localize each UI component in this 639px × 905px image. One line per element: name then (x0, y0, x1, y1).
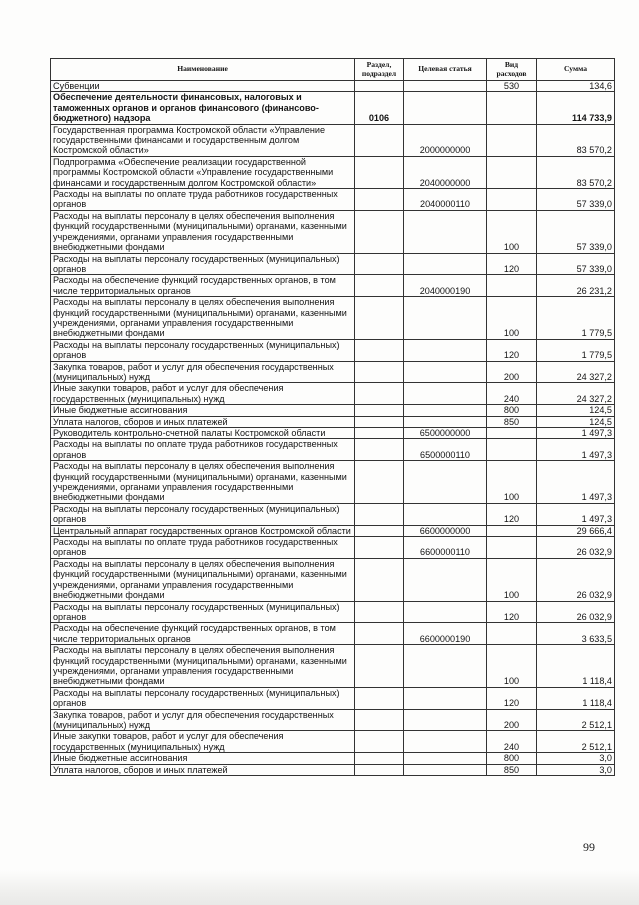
row-section (355, 81, 404, 92)
row-sum: 24 327,2 (537, 361, 615, 383)
row-section (355, 525, 404, 536)
row-target (404, 645, 487, 688)
table-row (51, 156, 615, 188)
row-target (404, 709, 487, 731)
row-exp-type (487, 623, 537, 645)
row-exp-type (487, 189, 537, 211)
row-exp-type: 100 (487, 558, 537, 601)
row-name: Иные закупки товаров, работ и услуг для обеспечения государственных (муниципальных) нужд (51, 383, 355, 405)
row-section (355, 405, 404, 416)
row-name: Расходы на выплаты персоналу в целях обеспечения выполнения функций государственными (муниципальными) органами, казенными учреждениями, органами управления государственными внебюджетными фондами (51, 297, 355, 340)
row-section (355, 753, 404, 764)
table-row (51, 416, 615, 427)
table-row (51, 405, 615, 416)
row-target (404, 764, 487, 775)
table-row (51, 361, 615, 383)
row-sum: 83 570,2 (537, 124, 615, 156)
row-exp-type: 850 (487, 764, 537, 775)
row-sum: 1 497,3 (537, 503, 615, 525)
row-exp-type (487, 428, 537, 439)
row-section (355, 461, 404, 504)
table-row (51, 210, 615, 253)
row-target: 6500000000 (404, 428, 487, 439)
row-name: Центральный аппарат государственных органов Костромской области (51, 525, 355, 536)
row-name: Расходы на выплаты персоналу в целях обеспечения выполнения функций государственными (муниципальными) органами, казенными учреждениями, органами управления государственными внебюджетными фондами (51, 558, 355, 601)
row-sum: 26 032,9 (537, 558, 615, 601)
row-sum: 83 570,2 (537, 156, 615, 188)
row-exp-type: 200 (487, 361, 537, 383)
row-exp-type: 200 (487, 709, 537, 731)
row-target (404, 687, 487, 709)
row-exp-type (487, 525, 537, 536)
row-sum: 3,0 (537, 753, 615, 764)
row-name: Расходы на выплаты персоналу государственных (муниципальных) органов (51, 503, 355, 525)
row-target: 2000000000 (404, 124, 487, 156)
header-target: Целевая статья (404, 59, 487, 81)
row-name: Подпрограмма «Обеспечение реализации государственной программы Костромской области «Управление государственными финансами и государственным долгом Костромской области» (51, 156, 355, 188)
row-target (404, 81, 487, 92)
row-target: 2040000190 (404, 275, 487, 297)
table-body (51, 81, 615, 776)
table-row (51, 124, 615, 156)
row-exp-type: 800 (487, 753, 537, 764)
table-row (51, 623, 615, 645)
row-sum: 124,5 (537, 405, 615, 416)
budget-table (50, 58, 615, 776)
row-sum: 1 118,4 (537, 645, 615, 688)
row-exp-type: 800 (487, 405, 537, 416)
row-name: Расходы на выплаты по оплате труда работников государственных органов (51, 189, 355, 211)
table-row (51, 383, 615, 405)
row-sum: 3,0 (537, 764, 615, 775)
row-target: 6600000000 (404, 525, 487, 536)
row-name: Расходы на выплаты персоналу в целях обеспечения выполнения функций государственными (муниципальными) органами, казенными учреждениями, органами управления государственными внебюджетными фондами (51, 645, 355, 688)
row-name: Расходы на выплаты персоналу государственных (муниципальных) органов (51, 253, 355, 275)
row-section (355, 210, 404, 253)
row-section (355, 503, 404, 525)
row-target (404, 416, 487, 427)
page-number: 99 (583, 840, 595, 854)
table-row (51, 439, 615, 461)
row-section (355, 428, 404, 439)
table-row (51, 645, 615, 688)
row-sum: 2 512,1 (537, 731, 615, 753)
table-row (51, 687, 615, 709)
row-section (355, 124, 404, 156)
row-exp-type: 120 (487, 503, 537, 525)
table-row (51, 753, 615, 764)
row-section (355, 416, 404, 427)
row-target: 6600000190 (404, 623, 487, 645)
row-target (404, 461, 487, 504)
row-name: Иные бюджетные ассигнования (51, 753, 355, 764)
row-target (404, 558, 487, 601)
row-sum: 26 231,2 (537, 275, 615, 297)
row-name: Расходы на обеспечение функций государственных органов, в том числе территориальных органов (51, 623, 355, 645)
row-name: Государственная программа Костромской области «Управление государственными финансами и государственным долгом Костромской области» (51, 124, 355, 156)
table-row (51, 189, 615, 211)
row-exp-type (487, 156, 537, 188)
row-name: Субвенции (51, 81, 355, 92)
row-sum: 26 032,9 (537, 537, 615, 559)
row-exp-type (487, 92, 537, 124)
row-target (404, 92, 487, 124)
row-section (355, 361, 404, 383)
table-row (51, 525, 615, 536)
row-exp-type: 240 (487, 383, 537, 405)
row-exp-type: 120 (487, 339, 537, 361)
row-target (404, 753, 487, 764)
row-name: Иные бюджетные ассигнования (51, 405, 355, 416)
header-section: Раздел, подраздел (355, 59, 404, 81)
row-target: 6500000110 (404, 439, 487, 461)
row-section (355, 297, 404, 340)
row-sum: 2 512,1 (537, 709, 615, 731)
row-name: Расходы на выплаты по оплате труда работников государственных органов (51, 439, 355, 461)
table-row (51, 81, 615, 92)
row-name: Закупка товаров, работ и услуг для обеспечения государственных (муниципальных) нужд (51, 709, 355, 731)
table-row (51, 428, 615, 439)
table-header-row (51, 59, 615, 81)
row-sum: 124,5 (537, 416, 615, 427)
row-sum: 1 779,5 (537, 339, 615, 361)
row-section (355, 189, 404, 211)
row-target: 2040000110 (404, 189, 487, 211)
row-exp-type: 100 (487, 461, 537, 504)
row-target (404, 361, 487, 383)
row-section (355, 764, 404, 775)
row-exp-type (487, 124, 537, 156)
row-sum: 26 032,9 (537, 601, 615, 623)
table-row (51, 709, 615, 731)
row-sum: 57 339,0 (537, 253, 615, 275)
row-section (355, 253, 404, 275)
row-target (404, 383, 487, 405)
row-section (355, 156, 404, 188)
row-exp-type: 120 (487, 253, 537, 275)
row-section (355, 558, 404, 601)
row-sum: 1 497,3 (537, 461, 615, 504)
row-exp-type (487, 275, 537, 297)
row-name: Обеспечение деятельности финансовых, налоговых и таможенных органов и органов финансового (финансово-бюджетного) надзора (51, 92, 355, 124)
row-target (404, 405, 487, 416)
row-sum: 114 733,9 (537, 92, 615, 124)
row-exp-type (487, 439, 537, 461)
table-row (51, 601, 615, 623)
row-sum: 1 497,3 (537, 439, 615, 461)
header-sum: Сумма (537, 59, 615, 81)
row-target: 2040000000 (404, 156, 487, 188)
header-name: Наименование (51, 59, 355, 81)
row-name: Уплата налогов, сборов и иных платежей (51, 764, 355, 775)
row-name: Уплата налогов, сборов и иных платежей (51, 416, 355, 427)
row-section (355, 709, 404, 731)
row-name: Расходы на выплаты персоналу в целях обеспечения выполнения функций государственными (муниципальными) органами, казенными учреждениями, органами управления государственными внебюджетными фондами (51, 461, 355, 504)
row-exp-type: 530 (487, 81, 537, 92)
row-target (404, 297, 487, 340)
row-section (355, 645, 404, 688)
row-sum: 24 327,2 (537, 383, 615, 405)
row-target (404, 731, 487, 753)
row-section (355, 383, 404, 405)
row-target (404, 253, 487, 275)
table-row (51, 253, 615, 275)
row-name: Закупка товаров, работ и услуг для обеспечения государственных (муниципальных) нужд (51, 361, 355, 383)
table-row (51, 764, 615, 775)
row-sum: 1 497,3 (537, 428, 615, 439)
row-sum: 3 633,5 (537, 623, 615, 645)
row-name: Расходы на выплаты персоналу государственных (муниципальных) органов (51, 601, 355, 623)
table-row (51, 275, 615, 297)
table-row (51, 537, 615, 559)
row-section: 0106 (355, 92, 404, 124)
page-bottom-shadow (0, 870, 639, 905)
row-exp-type: 120 (487, 687, 537, 709)
row-section (355, 339, 404, 361)
row-sum: 134,6 (537, 81, 615, 92)
row-sum: 57 339,0 (537, 210, 615, 253)
row-sum: 1 118,4 (537, 687, 615, 709)
row-sum: 1 779,5 (537, 297, 615, 340)
row-exp-type: 240 (487, 731, 537, 753)
header-exp-type: Вид расходов (487, 59, 537, 81)
row-exp-type: 120 (487, 601, 537, 623)
row-name: Руководитель контрольно-счетной палаты Костромской области (51, 428, 355, 439)
row-sum: 57 339,0 (537, 189, 615, 211)
row-section (355, 731, 404, 753)
row-name: Расходы на выплаты персоналу государственных (муниципальных) органов (51, 687, 355, 709)
row-section (355, 537, 404, 559)
row-section (355, 439, 404, 461)
row-target (404, 601, 487, 623)
table-row (51, 503, 615, 525)
table-row (51, 339, 615, 361)
row-exp-type: 850 (487, 416, 537, 427)
row-target (404, 503, 487, 525)
row-name: Расходы на выплаты персоналу в целях обеспечения выполнения функций государственными (муниципальными) органами, казенными учреждениями, органами управления государственными внебюджетными фондами (51, 210, 355, 253)
row-exp-type: 100 (487, 645, 537, 688)
row-section (355, 623, 404, 645)
row-exp-type: 100 (487, 297, 537, 340)
row-name: Иные закупки товаров, работ и услуг для обеспечения государственных (муниципальных) нужд (51, 731, 355, 753)
row-name: Расходы на выплаты персоналу государственных (муниципальных) органов (51, 339, 355, 361)
table-row (51, 558, 615, 601)
row-target (404, 339, 487, 361)
row-section (355, 275, 404, 297)
row-section (355, 601, 404, 623)
row-section (355, 687, 404, 709)
row-name: Расходы на выплаты по оплате труда работников государственных органов (51, 537, 355, 559)
table-row (51, 297, 615, 340)
row-sum: 29 666,4 (537, 525, 615, 536)
table-row (51, 461, 615, 504)
row-exp-type: 100 (487, 210, 537, 253)
row-target: 6600000110 (404, 537, 487, 559)
row-target (404, 210, 487, 253)
row-name: Расходы на обеспечение функций государственных органов, в том числе территориальных органов (51, 275, 355, 297)
table-row (51, 731, 615, 753)
table-row (51, 92, 615, 124)
row-exp-type (487, 537, 537, 559)
